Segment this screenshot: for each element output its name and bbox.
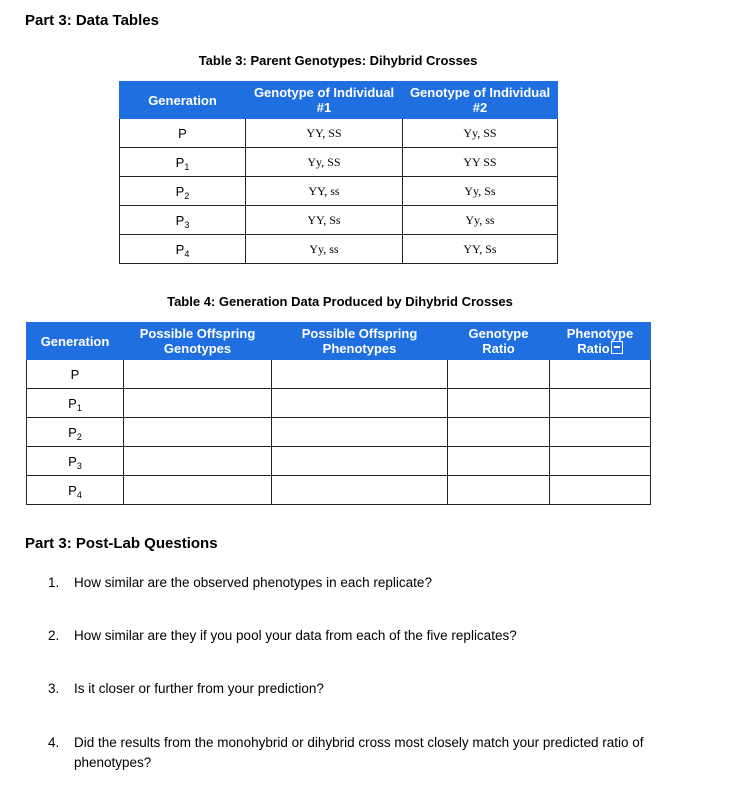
empty-cell[interactable] xyxy=(550,360,651,389)
genotype-cell[interactable]: Yy, SS xyxy=(246,148,403,177)
empty-cell[interactable] xyxy=(550,418,651,447)
table4-caption: Table 4: Generation Data Produced by Dihybrid Crosses xyxy=(167,294,513,309)
genotype-cell[interactable]: Yy, ss xyxy=(403,206,558,235)
table3 xyxy=(119,81,558,264)
generation-cell: $P_2$ xyxy=(27,418,124,447)
empty-cell[interactable] xyxy=(550,389,651,418)
empty-cell[interactable] xyxy=(272,418,448,447)
table-row xyxy=(27,447,651,476)
table-row xyxy=(120,119,558,148)
generation-cell: $P_4$ xyxy=(27,476,124,505)
empty-cell[interactable] xyxy=(124,389,272,418)
table-row xyxy=(120,206,558,235)
empty-cell[interactable] xyxy=(448,389,550,418)
generation-cell: P xyxy=(120,119,246,148)
genotype-cell[interactable]: YY, Ss xyxy=(246,206,403,235)
table-row xyxy=(120,148,558,177)
empty-cell[interactable] xyxy=(448,447,550,476)
table3-header-generation: Generation xyxy=(120,82,246,119)
empty-cell[interactable] xyxy=(272,389,448,418)
question-1 xyxy=(48,573,668,593)
postlab-questions-heading: Part 3: Post-Lab Questions xyxy=(25,535,218,552)
generation-cell: $P_1$ xyxy=(27,389,124,418)
empty-cell[interactable] xyxy=(124,360,272,389)
generation-cell: $P_4$ xyxy=(120,235,246,264)
genotype-cell[interactable]: YY SS xyxy=(403,148,558,177)
genotype-cell[interactable]: YY, ss xyxy=(246,177,403,206)
empty-cell[interactable] xyxy=(124,418,272,447)
table4-header-generation: Generation xyxy=(27,323,124,360)
empty-cell[interactable] xyxy=(448,418,550,447)
genotype-cell[interactable]: Yy, ss xyxy=(246,235,403,264)
table4-header-phenotype-ratio: Phenotype Ratio xyxy=(550,323,651,360)
question-number: 2. xyxy=(48,628,60,643)
genotype-cell[interactable]: YY, Ss xyxy=(403,235,558,264)
table4 xyxy=(26,322,651,505)
generation-cell: $P_2$ xyxy=(120,177,246,206)
empty-cell[interactable] xyxy=(272,476,448,505)
empty-cell[interactable] xyxy=(550,447,651,476)
generation-cell: $P_3$ xyxy=(120,206,246,235)
question-text: Is it closer or further from your prediction? xyxy=(74,681,324,696)
table-row xyxy=(27,389,651,418)
table4-header-offspring-genotypes: Possible Offspring Genotypes xyxy=(124,323,272,360)
question-4 xyxy=(48,733,668,770)
empty-cell[interactable] xyxy=(124,447,272,476)
question-number: 4. xyxy=(48,735,60,750)
table3-header-genotype-2: Genotype of Individual #2 xyxy=(403,82,558,119)
question-number: 1. xyxy=(48,575,60,590)
table4-header-offspring-phenotypes: Possible Offspring Phenotypes xyxy=(272,323,448,360)
table3-caption: Table 3: Parent Genotypes: Dihybrid Crosses xyxy=(198,53,478,68)
table-row xyxy=(27,418,651,447)
question-2 xyxy=(48,626,668,646)
table4-header-genotype-ratio: Genotype Ratio xyxy=(448,323,550,360)
empty-cell[interactable] xyxy=(448,360,550,389)
empty-cell[interactable] xyxy=(448,476,550,505)
question-text: How similar are the observed phenotypes in each replicate? xyxy=(74,575,432,590)
empty-cell[interactable] xyxy=(272,360,448,389)
generation-cell: $P_1$ xyxy=(120,148,246,177)
question-text: Did the results from the monohybrid or dihybrid cross most closely match your predicted ratio of phenotypes? xyxy=(74,735,644,770)
question-number: 3. xyxy=(48,681,60,696)
question-text: How similar are they if you pool your data from each of the five replicates? xyxy=(74,628,517,643)
table-row xyxy=(27,476,651,505)
table3-header-genotype-1: Genotype of Individual #1 xyxy=(246,82,403,119)
genotype-cell[interactable]: Yy, SS xyxy=(403,119,558,148)
genotype-cell[interactable]: Yy, Ss xyxy=(403,177,558,206)
table-row xyxy=(120,235,558,264)
part3-data-tables-heading: Part 3: Data Tables xyxy=(25,12,159,29)
empty-cell[interactable] xyxy=(550,476,651,505)
generation-cell: P xyxy=(27,360,124,389)
empty-cell[interactable] xyxy=(272,447,448,476)
comment-icon[interactable] xyxy=(611,341,623,354)
genotype-cell[interactable]: YY, SS xyxy=(246,119,403,148)
table-row xyxy=(120,177,558,206)
empty-cell[interactable] xyxy=(124,476,272,505)
generation-cell: $P_3$ xyxy=(27,447,124,476)
question-3 xyxy=(48,679,668,699)
table-row xyxy=(27,360,651,389)
